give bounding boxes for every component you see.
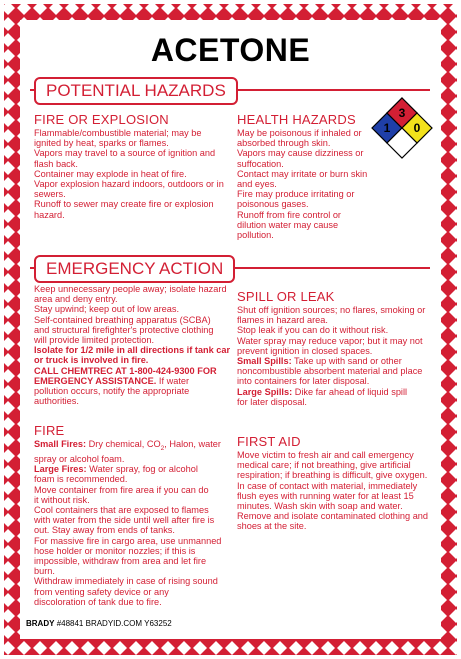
spill-or-leak-text: Shut off ignition sources; no flares, smoking or flames in hazard area. Stop leak if you can do it without risk. Water spray may reduce vapor; but it may not prevent ignition in closed spaces. Small Spills: Take up with sand or other noncombustible absorbent material and place into containers for later disposal. Large Spills: Dike far ahead of liquid spill for later disposal.	[237, 305, 426, 407]
footer	[26, 619, 172, 628]
health-hazards-text: May be poisonous if inhaled or absorbed through skin. Vapors may cause dizziness or suffocation. Contact may irritate or burn skin and eyes. Fire may produce irritating or poisonous gases. Runoff from fire control or dilution water may cause pollution.	[237, 128, 368, 241]
potential-hazards-banner: POTENTIAL HAZARDS	[34, 77, 238, 105]
fire-or-explosion-heading: FIRE OR EXPLOSION	[34, 112, 169, 127]
nfpa-diamond-icon	[370, 97, 434, 161]
health-hazards-heading: HEALTH HAZARDS	[237, 112, 356, 127]
fire-heading: FIRE	[34, 423, 65, 438]
footer-text: #48841 BRADYID.COM Y63252	[56, 619, 172, 628]
emergency-action-text: Keep unnecessary people away; isolate hazard area and deny entry. Stay upwind; keep out of low areas. Self-contained breathing apparatus (SCBA) and structural firefighter's protective clothing will provide limited protection. Isolate for 1/2 mile in all directions if tank car or truck is involved in fire. CALL CHEMTREC AT 1-800-424-9300 FOR EMERGENCY ASSISTANCE. If water pollution occurs, notify the appropriate authorities.	[34, 284, 231, 407]
chemical-title: ACETONE	[150, 32, 311, 68]
brady-logo: BRADY	[26, 619, 55, 628]
first-aid-heading: FIRST AID	[237, 434, 301, 449]
nfpa-health-value: 1	[383, 121, 391, 135]
nfpa-flammability-value: 3	[398, 106, 406, 120]
spill-or-leak-heading: SPILL OR LEAK	[237, 289, 335, 304]
emergency-action-banner: EMERGENCY ACTION	[34, 255, 235, 283]
nfpa-reactivity-value: 0	[413, 121, 421, 135]
fire-text: Small Fires: Dry chemical, $CO_2$, Halon, water spray or alcohol foam. Large Fires: Water spray, fog or alcohol foam is recommended. Move container from fire area if you can do it without risk. Cool containers that are exposed to flames with water from the side until well after fire is out. Stay away from ends of tanks. For massive fire in cargo area, use unmanned hose holder or monitor nozzles; if this is impossible, withdraw from area and let fire burn. Withdraw immediately in case of rising sound from venting safety device or any discoloration of tank due to fire.	[34, 439, 222, 607]
fire-or-explosion-text: Flammable/combustible material; may be ignited by heat, sparks or flames. Vapors may travel to a source of ignition and flash back. Container may explode in heat of fire. Vapor explosion hazard indoors, outdoors or in sewers. Runoff to sewer may create fire or explosion hazard.	[34, 128, 224, 220]
first-aid-text: Move victim to fresh air and call emergency medical care; if not breathing, give artificial respiration; if breathing is difficult, give oxygen. In case of contact with material, immediately flush eyes with running water for at least 15 minutes. Wash skin with soap and water. Remove and isolate contaminated clothing and shoes at the site.	[237, 450, 429, 532]
